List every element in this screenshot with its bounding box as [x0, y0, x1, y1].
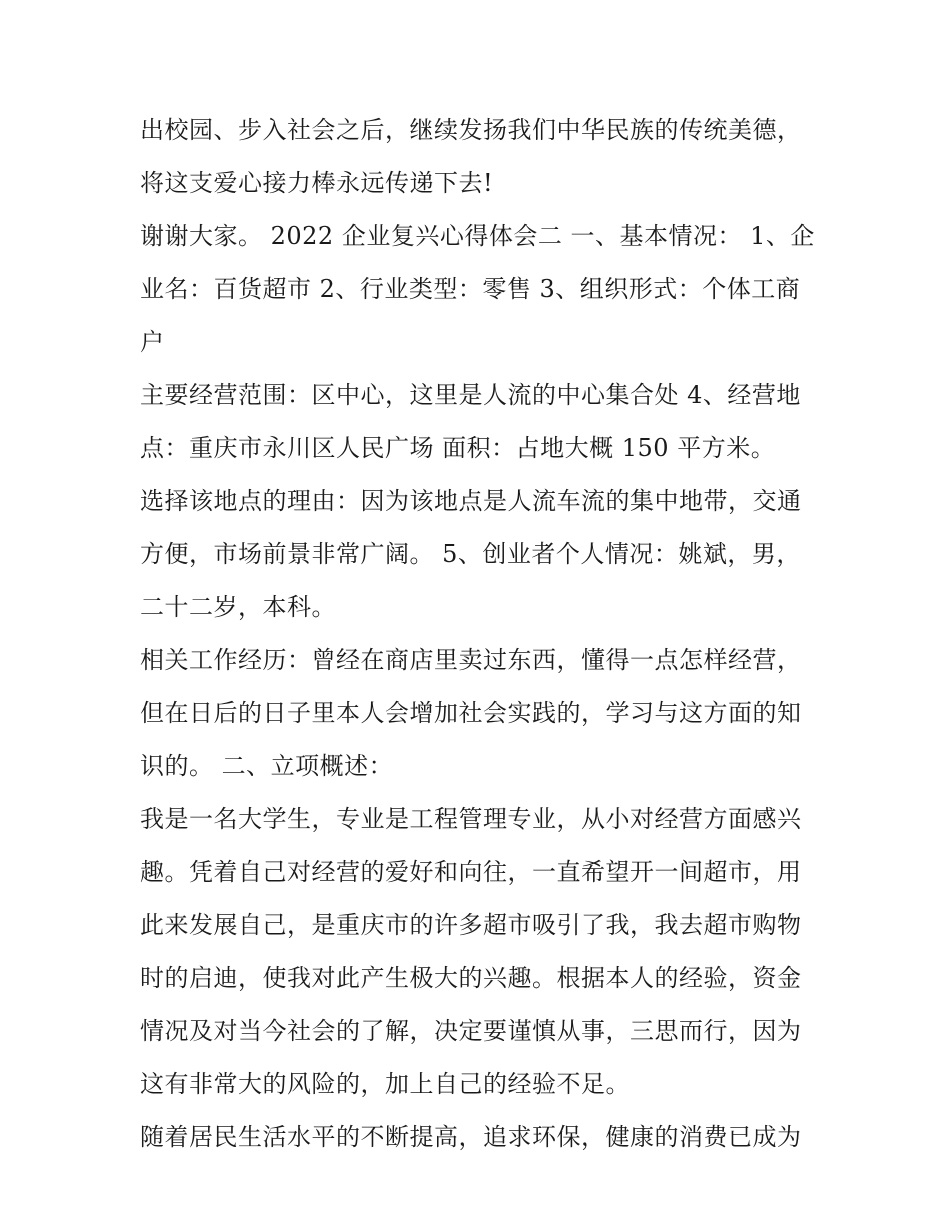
text-line: 二十二岁，本科。: [140, 593, 336, 621]
text-line: 这有非常大的风险的，加上自己的经验不足。: [140, 1070, 630, 1098]
text-line: 主要经营范围：区中心，这里是人流的中心集合处 4、经营地: [140, 381, 801, 409]
text-line: 趣。凭着自己对经营的爱好和向往，一直希望开一间超市，用: [140, 858, 802, 886]
text-line: 识的。 二、立项概述：: [140, 752, 394, 780]
text-line: 此来发展自己，是重庆市的许多超市吸引了我，我去超市购物: [140, 911, 802, 939]
text-line: 时的启迪，使我对此产生极大的兴趣。根据本人的经验，资金: [140, 964, 802, 992]
text-line: 户: [140, 328, 165, 356]
body-text: [140, 104, 820, 1164]
text-line: 将这支爱心接力棒永远传递下去!: [140, 169, 494, 197]
text-line: 点：重庆市永川区人民广场 面积：占地大概 150 平方米。: [140, 434, 776, 462]
text-line: 相关工作经历：曾经在商店里卖过东西，懂得一点怎样经营，: [140, 646, 802, 674]
text-line: 方便，市场前景非常广阔。 5、创业者个人情况：姚斌，男，: [140, 540, 801, 568]
text-line: 谢谢大家。 2022 企业复兴心得体会二 一、基本情况： 1、企: [140, 222, 815, 250]
text-line: 业名：百货超市 2、行业类型：零售 3、组织形式：个体工商: [140, 275, 801, 303]
text-line: 出校园、步入社会之后，继续发扬我们中华民族的传统美德，: [140, 116, 802, 144]
text-line: 随着居民生活水平的不断提高，追求环保，健康的消费已成为: [140, 1123, 802, 1151]
text-line: 但在日后的日子里本人会增加社会实践的，学习与这方面的知: [140, 699, 802, 727]
text-line: 情况及对当今社会的了解，决定要谨慎从事，三思而行，因为: [140, 1017, 802, 1045]
text-line: 我是一名大学生，专业是工程管理专业，从小对经营方面感兴: [140, 805, 802, 833]
text-line: 选择该地点的理由：因为该地点是人流车流的集中地带，交通: [140, 487, 802, 515]
